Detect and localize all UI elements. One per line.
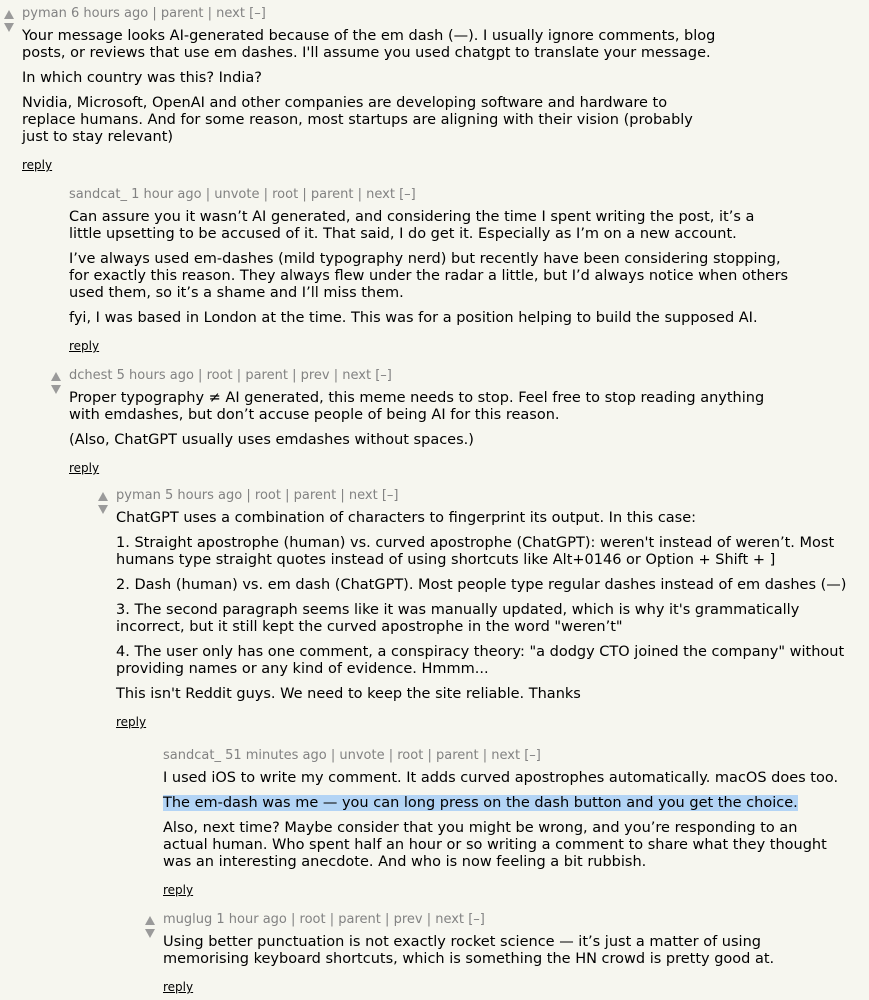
- comment-age[interactable]: 5 hours ago: [116, 368, 194, 383]
- next-link[interactable]: next: [216, 6, 245, 21]
- comment-paragraph: This isn't Reddit guys. We need to keep the site reliable. Thanks: [116, 686, 581, 702]
- parent-link[interactable]: parent: [435, 748, 479, 763]
- comment-paragraph: Your message looks AI-generated because of the em dash (—). I usually ignore comments, blog posts, or reviews that use em dashes. I'll assume you used chatgpt to translate your message.: [22, 28, 716, 61]
- comment-header: sandcat_ 1 hour ago | unvote | root | parent | next [–]: [69, 187, 416, 202]
- comment-age[interactable]: 1 hour ago: [216, 912, 287, 927]
- reply-link[interactable]: reply: [22, 158, 53, 172]
- reply-link[interactable]: reply: [163, 883, 194, 897]
- comment-header: sandcat_ 51 minutes ago | unvote | root | parent | next [–]: [163, 748, 541, 763]
- comment-paragraph: Can assure you it wasn’t AI generated, and considering the time I spent writing the post, it’s a little upsetting to be accused of it. That said, I do get it. Especially as I’m on a new account.: [69, 209, 755, 242]
- comment-age[interactable]: 5 hours ago: [164, 488, 243, 503]
- comment-age[interactable]: 1 hour ago: [131, 187, 202, 202]
- comment-paragraph: 3. The second paragraph seems like it was manually updated, which is why it's grammatically incorrect, but it still kept the curved apostrophe in the word "weren’t": [116, 602, 800, 635]
- reply-link[interactable]: reply: [69, 461, 100, 475]
- comment-paragraph: 4. The user only has one comment, a conspiracy theory: "a dodgy CTO joined the company" without providing names or any kind of evidence. Hmmm...: [116, 644, 845, 677]
- next-link[interactable]: next: [348, 488, 378, 503]
- reply-link[interactable]: reply: [163, 980, 194, 994]
- comment-paragraph: I used iOS to write my comment. It adds curved apostrophes automatically. macOS does too.: [163, 770, 839, 786]
- comment-text: [163, 770, 843, 871]
- comment-text: [163, 934, 843, 968]
- comment-paragraph: Also, next time? Maybe consider that you might be wrong, and you’re responding to an actual human. Who spent half an hour or so writing a comment to share what they thought was an interesting anecdote. And who is now feeling a bit rubbish.: [163, 820, 827, 870]
- comment-paragraph: Proper typography ≠ AI generated, this meme needs to stop. Feel free to stop reading anything with emdashes, but don’t accuse people of being AI for this reason.: [69, 390, 765, 423]
- comment-text: [116, 510, 851, 703]
- vote-arrows: [98, 492, 112, 514]
- root-link[interactable]: root: [299, 912, 326, 927]
- collapse-toggle[interactable]: [–]: [381, 488, 399, 503]
- parent-link[interactable]: parent: [338, 912, 381, 927]
- parent-link[interactable]: parent: [160, 6, 204, 21]
- comment-text: [22, 28, 722, 146]
- vote-arrows: [4, 10, 18, 32]
- username[interactable]: sandcat_: [69, 187, 127, 202]
- collapse-toggle[interactable]: [–]: [468, 912, 485, 927]
- next-link[interactable]: next: [435, 912, 465, 927]
- comment-paragraph: Using better punctuation is not exactly rocket science — it’s just a matter of using memorising keyboard shortcuts, which is something the HN crowd is pretty good at.: [163, 934, 775, 967]
- parent-link[interactable]: parent: [310, 187, 354, 202]
- comment-paragraph: 2. Dash (human) vs. em dash (ChatGPT). Most people type regular dashes instead of em dashes (—): [116, 577, 847, 593]
- comment-text: [69, 209, 789, 327]
- comment-header: pyman 6 hours ago | parent | next [–]: [22, 6, 266, 21]
- reply-link[interactable]: reply: [116, 715, 147, 729]
- comment-age[interactable]: 51 minutes ago: [225, 748, 327, 763]
- downvote-arrow-icon[interactable]: [98, 505, 108, 514]
- username[interactable]: dchest: [69, 368, 113, 383]
- comment-text: [69, 390, 789, 449]
- upvote-arrow-icon[interactable]: [4, 10, 14, 19]
- downvote-arrow-icon[interactable]: [145, 929, 155, 938]
- vote-arrows: [145, 916, 159, 938]
- parent-link[interactable]: parent: [245, 368, 288, 383]
- collapse-toggle[interactable]: [–]: [375, 368, 392, 383]
- parent-link[interactable]: parent: [293, 488, 337, 503]
- comment-age[interactable]: 6 hours ago: [70, 6, 149, 21]
- username[interactable]: pyman: [116, 488, 161, 503]
- prev-link[interactable]: prev: [300, 368, 330, 383]
- comment-paragraph: 1. Straight apostrophe (human) vs. curved apostrophe (ChatGPT): weren't instead of weren’t. Most humans type straight quotes instead of using shortcuts like Alt+0146 or Option + Shift + ]: [116, 535, 835, 568]
- root-link[interactable]: root: [254, 488, 281, 503]
- comment-paragraph-wrapper: [163, 795, 843, 812]
- unvote-link[interactable]: unvote: [214, 187, 260, 202]
- collapse-toggle[interactable]: [–]: [399, 187, 416, 202]
- upvote-arrow-icon[interactable]: [98, 492, 108, 501]
- next-link[interactable]: next: [491, 748, 521, 763]
- reply-link[interactable]: reply: [69, 339, 100, 353]
- highlighted-selection: The em-dash was me — you can long press on the dash button and you get the choice.: [163, 795, 798, 811]
- unvote-link[interactable]: unvote: [339, 748, 385, 763]
- root-link[interactable]: root: [206, 368, 233, 383]
- downvote-arrow-icon[interactable]: [4, 23, 14, 32]
- root-link[interactable]: root: [397, 748, 424, 763]
- root-link[interactable]: root: [272, 187, 299, 202]
- next-link[interactable]: next: [366, 187, 395, 202]
- comment-paragraph: (Also, ChatGPT usually uses emdashes without spaces.): [69, 432, 474, 448]
- username[interactable]: sandcat_: [163, 748, 221, 763]
- comment-header: muglug 1 hour ago | root | parent | prev | next [–]: [163, 912, 485, 927]
- prev-link[interactable]: prev: [393, 912, 423, 927]
- comment-paragraph: Nvidia, Microsoft, OpenAI and other companies are developing software and hardware to replace humans. And for some reason, most startups are aligning with their vision (probably just to stay relevant): [22, 95, 693, 145]
- comment-header: dchest 5 hours ago | root | parent | prev | next [–]: [69, 368, 392, 383]
- username[interactable]: pyman: [22, 6, 67, 21]
- comment-paragraph: I’ve always used em-dashes (mild typography nerd) but recently have been considering stopping, for exactly this reason. They always flew under the radar a little, but I’d always notice when others used them, so it’s a shame and I’ll miss them.: [69, 251, 789, 301]
- collapse-toggle[interactable]: [–]: [524, 748, 541, 763]
- comment-paragraph: ChatGPT uses a combination of characters to fingerprint its output. In this case:: [116, 510, 697, 526]
- comment-header: pyman 5 hours ago | root | parent | next [–]: [116, 488, 399, 503]
- next-link[interactable]: next: [342, 368, 372, 383]
- comment-paragraph: fyi, I was based in London at the time. This was for a position helping to build the supposed AI.: [69, 310, 758, 326]
- collapse-toggle[interactable]: [–]: [249, 6, 266, 21]
- upvote-arrow-icon[interactable]: [51, 372, 61, 381]
- comment-paragraph: In which country was this? India?: [22, 70, 262, 86]
- username[interactable]: muglug: [163, 912, 213, 927]
- downvote-arrow-icon[interactable]: [51, 385, 61, 394]
- upvote-arrow-icon[interactable]: [145, 916, 155, 925]
- vote-arrows: [51, 372, 65, 394]
